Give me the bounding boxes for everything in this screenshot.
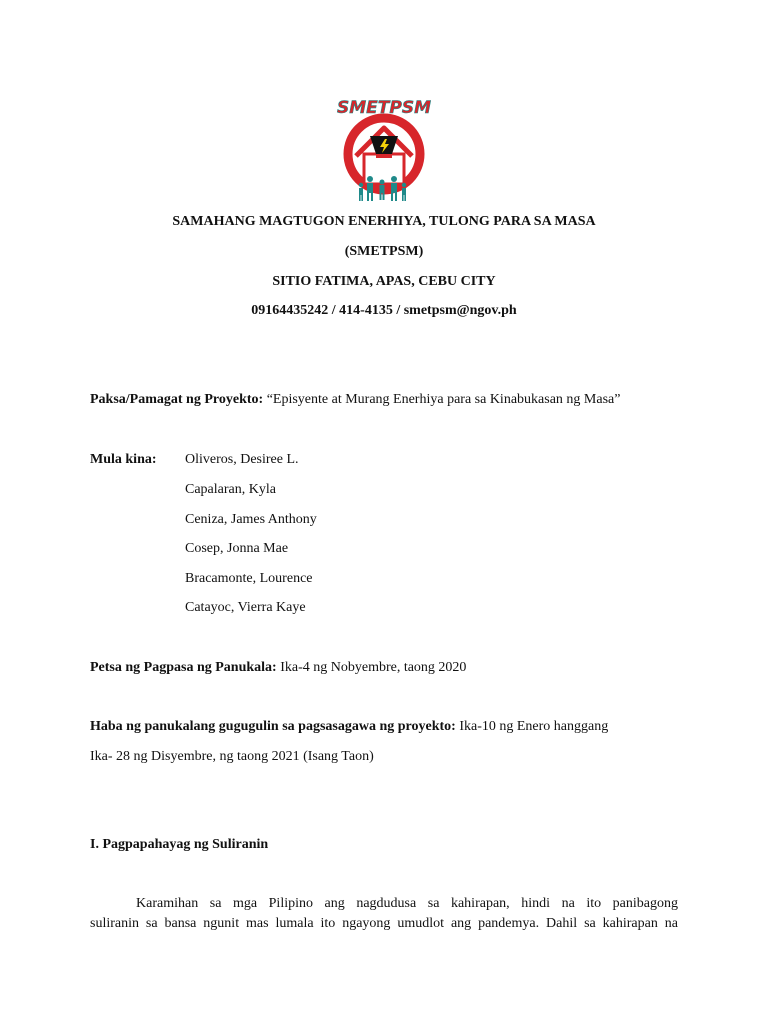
topic-label: Paksa/Pamagat ng Proyekto: [90, 392, 264, 407]
project-topic [90, 392, 620, 408]
organization-address: SITIO FATIMA, APAS, CEBU CITY [272, 274, 496, 289]
topic-value: “Episyente at Murang Enerhiya para sa Kinabukasan ng Masa” [266, 392, 621, 407]
logo-text: SMETPSM [337, 98, 431, 118]
paragraph-line: suliranin sa bansa ngunit mas lumala ito ngayong umudlot ang pandemya. Dahil sa kahirapan na [90, 916, 678, 931]
organization-logo [336, 96, 432, 208]
organization-name: SAMAHANG MAGTUGON ENERHIYA, TULONG PARA SA MASA [172, 214, 596, 229]
duration-value-line1: Ika-10 ng Enero hanggang [459, 719, 609, 734]
author-name: Capalaran, Kyla [185, 482, 276, 497]
duration-value-line2: Ika- 28 ng Disyembre, ng taong 2021 (Isang Taon) [90, 749, 374, 764]
duration-label: Haba ng panukalang gugugulin sa pagsasagawa ng proyekto: [90, 719, 456, 734]
organization-contact: 09164435242 / 414-4135 / smetpsm@ngov.ph [251, 303, 517, 318]
submission-date-label: Petsa ng Pagpasa ng Panukala: [90, 660, 277, 675]
author-name: Oliveros, Desiree L. [185, 452, 299, 467]
author-name: Ceniza, James Anthony [185, 512, 317, 527]
author-name: Cosep, Jonna Mae [185, 541, 289, 556]
author-name: Catayoc, Vierra Kaye [185, 600, 306, 615]
author-name: Bracamonte, Lourence [185, 571, 313, 586]
paragraph-line: Karamihan sa mga Pilipino ang nagdudusa sa kahirapan, hindi na ito panibagong [136, 896, 678, 911]
organization-acronym: (SMETPSM) [344, 244, 424, 259]
project-duration [90, 719, 608, 735]
submission-date-value: Ika-4 ng Nobyembre, taong 2020 [280, 660, 467, 675]
authors-label: Mula kina: [90, 452, 157, 467]
section-heading: I. Pagpapahayag ng Suliranin [90, 837, 269, 852]
submission-date [90, 660, 466, 676]
